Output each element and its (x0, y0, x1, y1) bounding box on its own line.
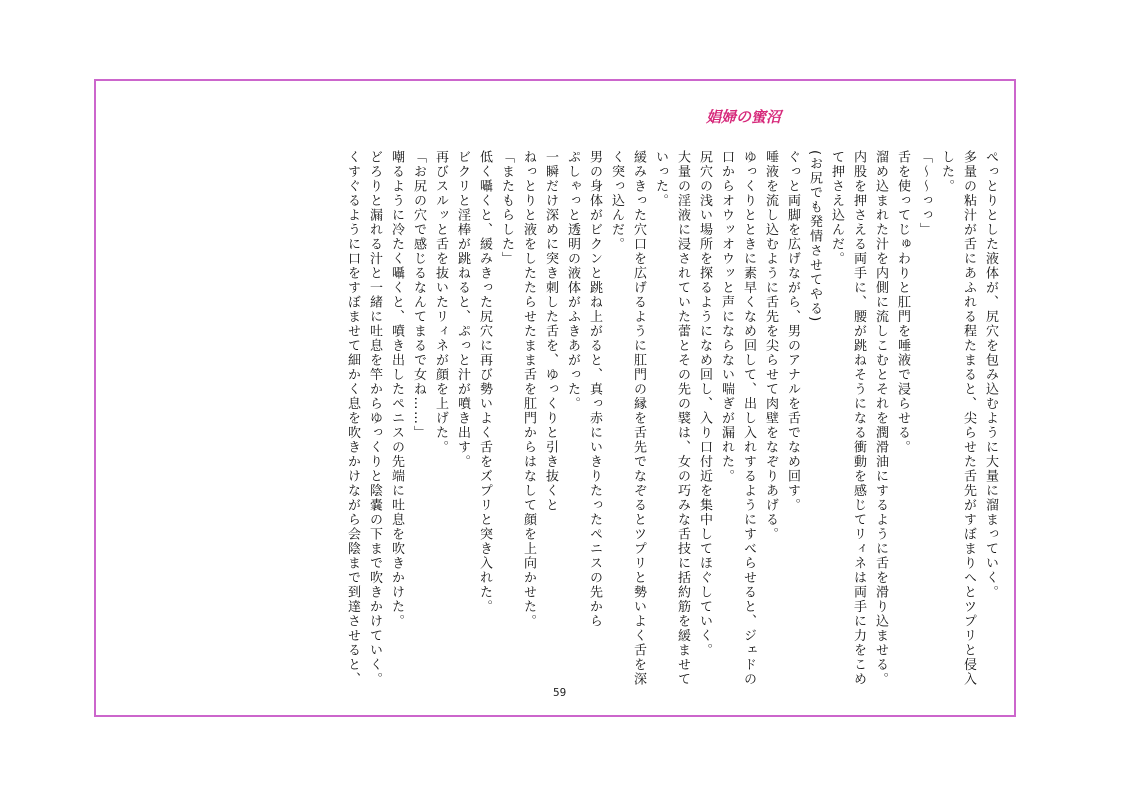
text-line: どろりと漏れる汁と一緒に吐息を竿からゆっくりと陰嚢の下まで吹きかけていく。 (367, 150, 382, 687)
text-line: 口からオウッオウッと声にならない喘ぎが漏れた。 (719, 150, 734, 484)
text-line: した。 (939, 150, 954, 194)
text-line: ビクリと淫棒が跳ねると、ぷっと汁が噴き出す。 (455, 150, 470, 469)
text-line: ぷしゃっと透明の液体がふきあがった。 (565, 150, 580, 411)
text-line: ねっとりと液をしたたらせたまま舌を肛門からはなして顔を上向かせた。 (521, 150, 536, 629)
text-line: 唾液を流し込むように舌先を尖らせて肉壁をなぞりあげる。 (763, 150, 778, 542)
text-line: ぐっと両脚を広げながら、男のアナルを舌でなめ回す。 (785, 150, 800, 513)
text-line: 低く囁くと、緩みきった尻穴に再び勢いよく舌をズプリと突き入れた。 (477, 150, 492, 614)
text-line: いった。 (653, 150, 668, 208)
text-line: (お尻でも発情させてやる) (807, 150, 822, 323)
text-line: 尻穴の浅い場所を探るようになめ回し、入り口付近を集中してほぐしていく。 (697, 150, 712, 658)
text-line: 「またもらした」 (499, 150, 514, 266)
text-line: 多量の粘汁が舌にあふれる程たまると、尖らせた舌先がすぼまりへとツプリと侵入 (961, 150, 976, 687)
text-line: 再びスルッと舌を抜いたリィネが顔を上げた。 (433, 150, 448, 455)
text-line: 内股を押さえる両手に、腰が跳ねそうになる衝動を感じてリィネは両手に力をこめ (851, 150, 866, 687)
chapter-title: 娼婦の蜜沼 (706, 108, 782, 126)
text-line: ゆっくりとときに素早くなめ回して、出し入れするようにすべらせると、ジェドの (741, 150, 756, 687)
text-line: 嘲るように冷たく囁くと、噴き出したペニスの先端に吐息を吹きかけた。 (389, 150, 404, 629)
text-line: 「お尻の穴で感じるなんてまるで女ね……」 (411, 150, 426, 440)
text-line: くすぐるように口をすぼませて細かく息を吹きかけながら会陰まで到達させると、 (345, 150, 360, 687)
text-line: 一瞬だけ深めに突き刺した舌を、ゆっくりと引き抜くと (543, 150, 558, 513)
text-line: 溜め込まれた汁を内側に流しこむとそれを潤滑油にするように舌を滑り込ませる。 (873, 150, 888, 687)
text-line: 緩みきった穴口を広げるように肛門の縁を舌先でなぞるとツプリと勢いよく舌を深 (631, 150, 646, 687)
text-line: 「〜〜っっ」 (917, 150, 932, 237)
text-line: 男の身体がビクンと跳ね上がると、真っ赤にいきりたったペニスの先から (587, 150, 602, 629)
text-line: 大量の淫液に浸されていた蕾とその先の襞は、女の巧みな舌技に括約筋を緩ませて (675, 150, 690, 687)
body-text (201, 150, 1001, 687)
text-line: く突っ込んだ。 (609, 150, 624, 252)
text-line: て押さえ込んだ。 (829, 150, 844, 266)
text-line: ぺっとりとした液体が、尻穴を包み込むように大量に溜まっていく。 (983, 150, 998, 600)
page-number: 59 (553, 686, 567, 699)
text-line: 舌を使ってじゅわりと肛門を唾液で浸らせる。 (895, 150, 910, 455)
